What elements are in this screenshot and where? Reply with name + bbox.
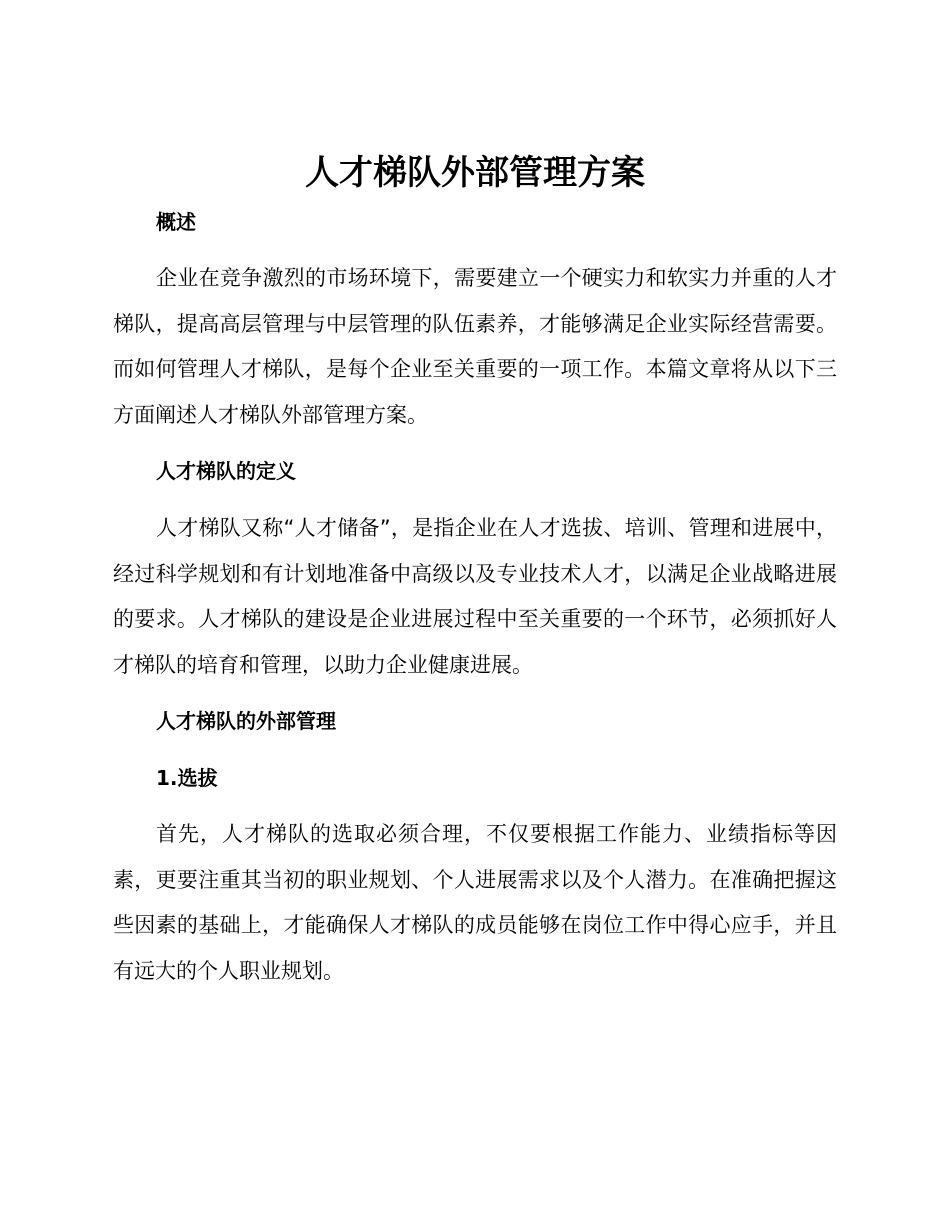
overview-heading: 概述	[156, 210, 196, 234]
selection-paragraph: 首先，人才梯队的选取必须合理，不仅要根据工作能力、业绩指标等因素，更要注重其当初的职业规划、个人进展需求以及个人潜力。在准确把握这些因素的基础上，才能确保人才梯队的成员能够在岗位工作中得心应手，并且有远大的个人职业规划。	[113, 822, 837, 983]
overview-paragraph: 企业在竞争激烈的市场环境下，需要建立一个硬实力和软实力并重的人才梯队，提高高层管理与中层管理的队伍素养，才能够满足企业实际经营需要。而如何管理人才梯队，是每个企业至关重要的一项工作。本篇文章将从以下三方面阐述人才梯队外部管理方案。	[113, 266, 837, 427]
definition-paragraph: 人才梯队又称“人才储备”，是指企业在人才选拔、培训、管理和进展中，经过科学规划和有计划地准备中高级以及专业技术人才，以满足企业战略进展的要求。人才梯队的建设是企业进展过程中至关重要的一个环节，必须抓好人才梯队的培育和管理，以助力企业健康进展。	[113, 516, 837, 677]
selection-heading: 1.选拔	[156, 766, 218, 790]
definition-heading: 人才梯队的定义	[156, 459, 296, 483]
document-title: 人才梯队外部管理方案	[305, 153, 645, 193]
external-management-heading: 人才梯队的外部管理	[156, 709, 336, 733]
